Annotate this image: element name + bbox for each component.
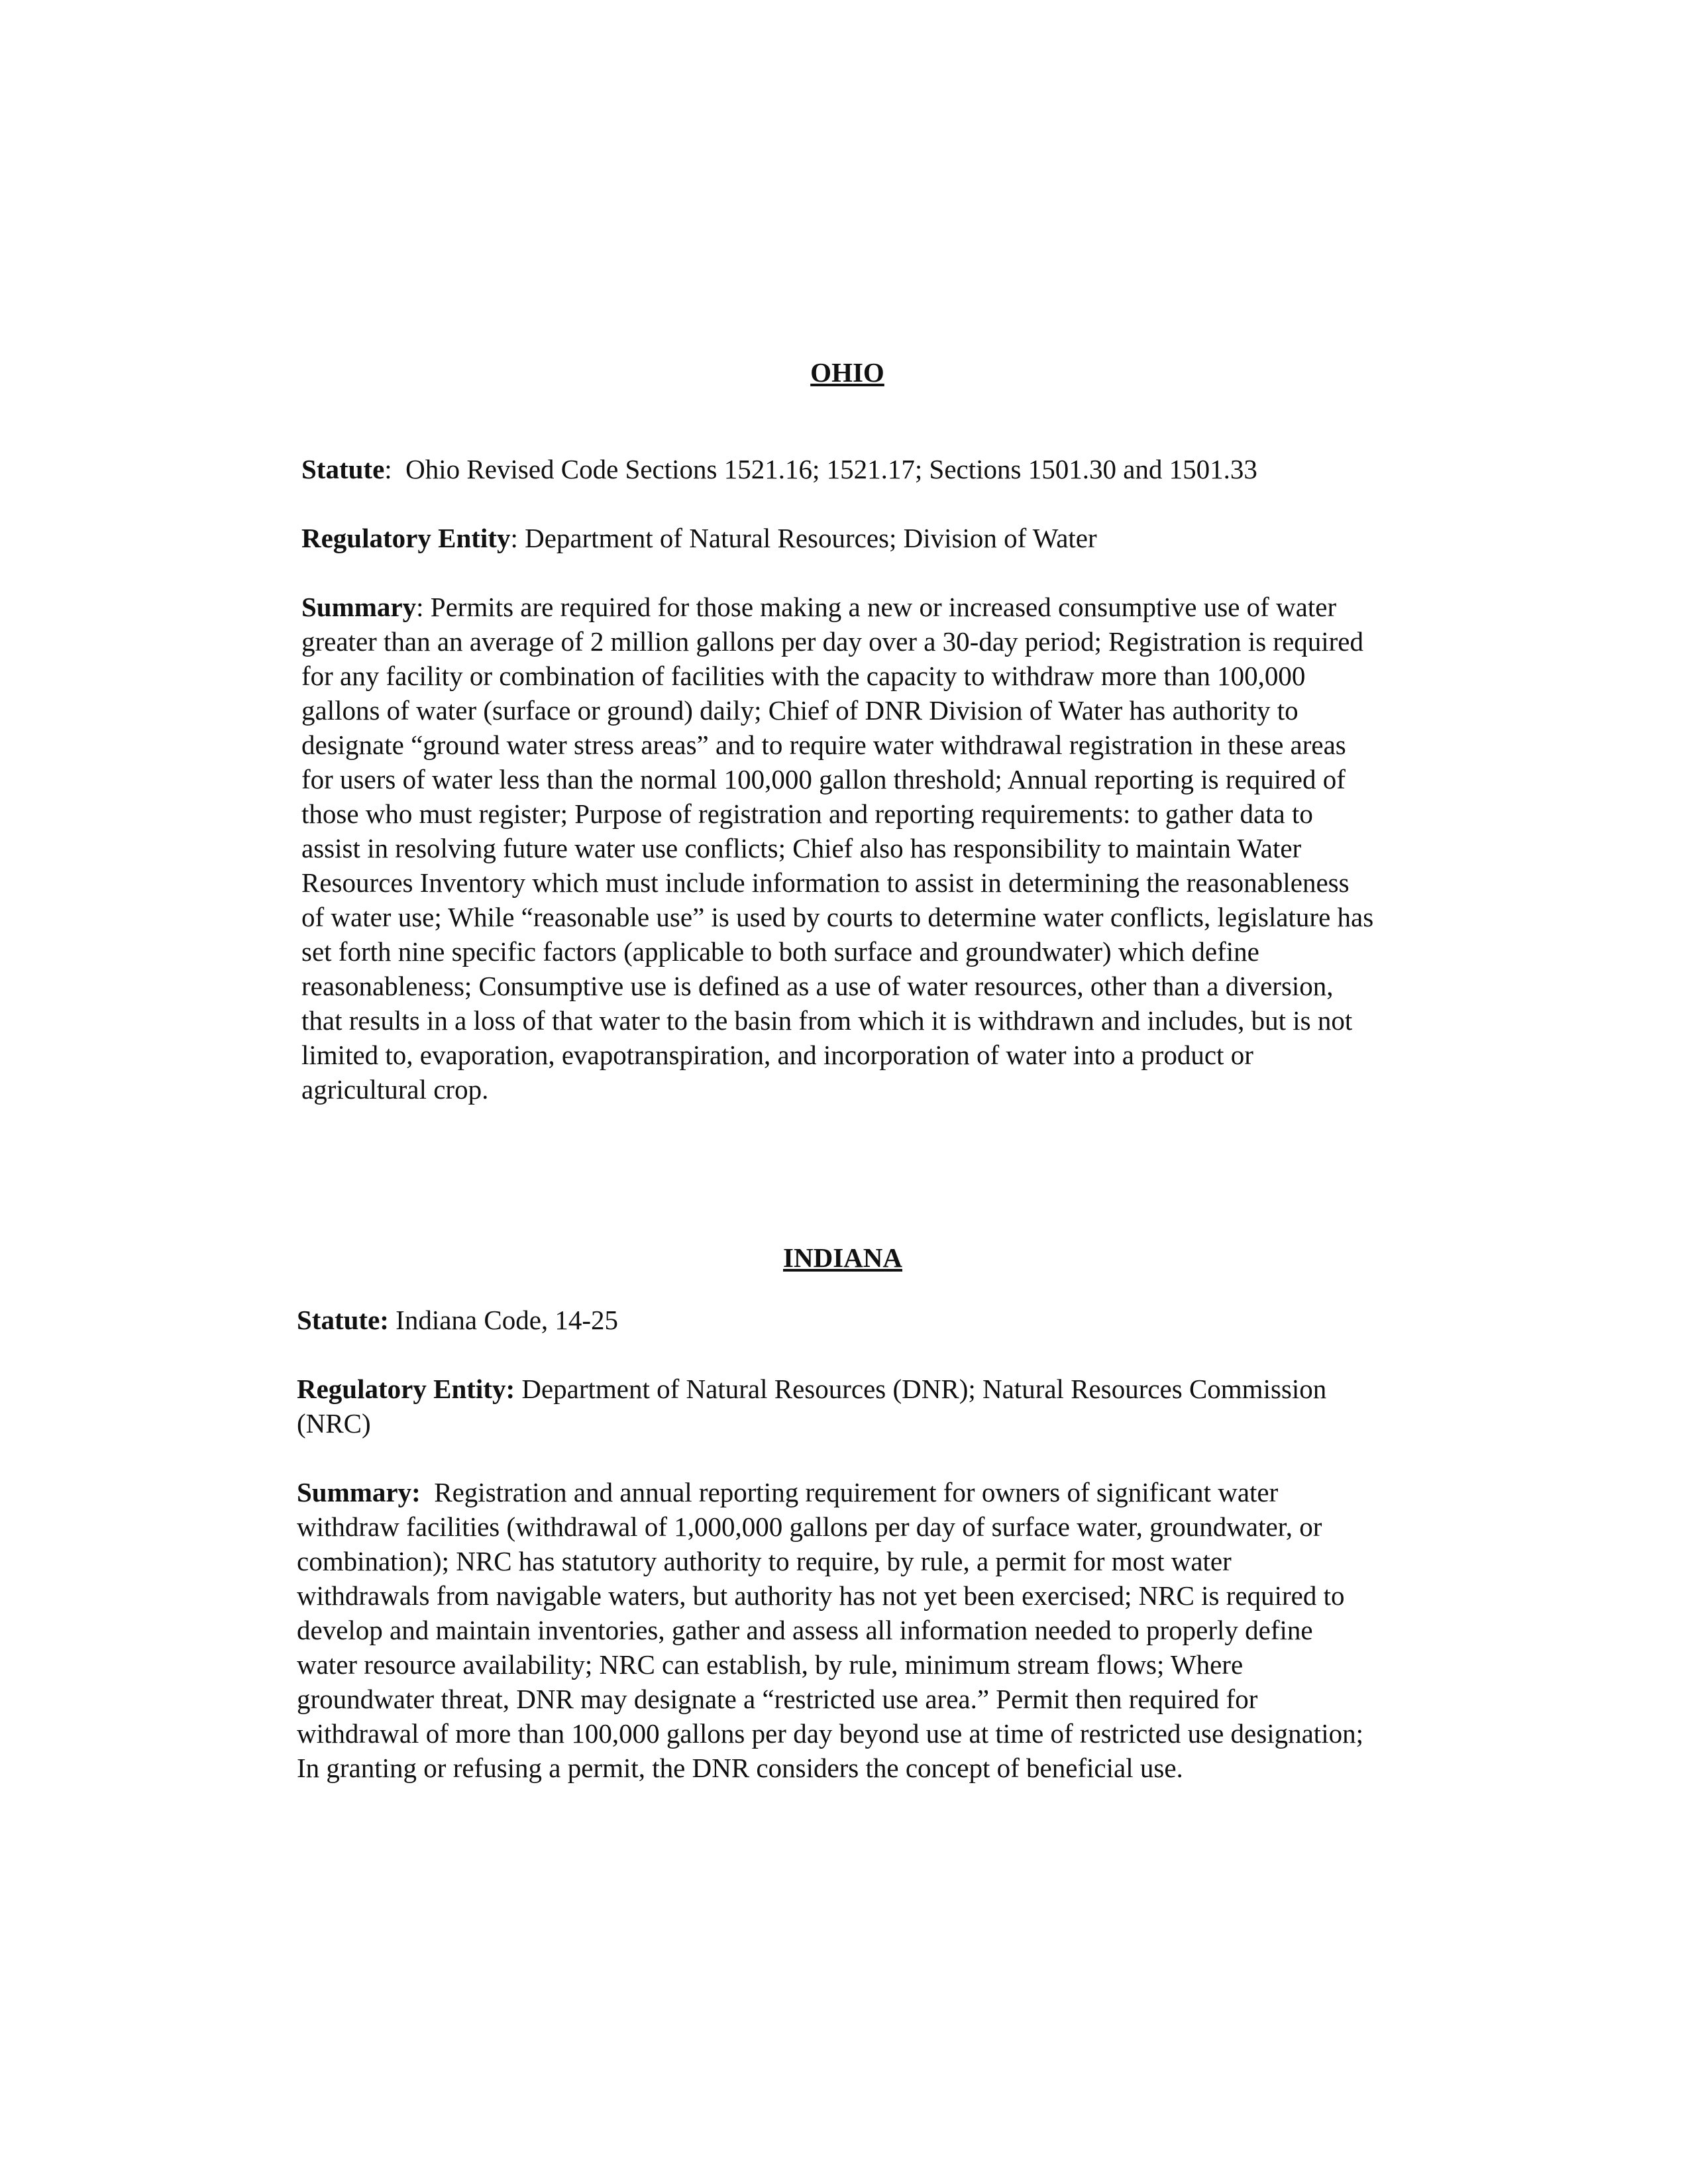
indiana-heading: INDIANA: [783, 1242, 902, 1273]
ohio-entity-label: Regulatory Entity: [301, 523, 511, 553]
ohio-heading: OHIO: [810, 357, 884, 388]
ohio-regulatory-entity: Regulatory Entity: Department of Natural Resources; Division of Water: [301, 523, 1097, 553]
indiana-statute-text: Indiana Code, 14-25: [396, 1305, 619, 1335]
indiana-summary-label: Summary:: [297, 1477, 421, 1507]
indiana-section: [297, 1240, 1370, 1785]
ohio-entity-text: Department of Natural Resources; Division of Water: [525, 523, 1097, 553]
indiana-summary: [297, 1475, 1370, 1785]
ohio-statute-text: Ohio Revised Code Sections 1521.16; 1521.17; Sections 1501.30 and 1501.33: [405, 454, 1257, 484]
indiana-regulatory-entity: [297, 1372, 1370, 1441]
ohio-statute: Statute: Ohio Revised Code Sections 1521.16; 1521.17; Sections 1501.30 and 1501.33: [301, 454, 1257, 484]
ohio-statute-label: Statute: [301, 454, 385, 484]
ohio-section: [301, 355, 1375, 1107]
ohio-summary-label: Summary: [301, 592, 417, 622]
ohio-summary-text: Permits are required for those making a new or increased consumptive use of water greater than an average of 2 million gallons per day over a 30-day period; Registration is required for any facility or combination of facilities with the capacity to withdraw more than 100,000 gallons of water (surface or ground) daily; Chief of DNR Division of Water has authority to designate “ground water stress areas” and to require water withdrawal registration in these areas for users of water less than the normal 100,000 gallon threshold; Annual reporting is required of those who must register; Purpose of registration and reporting requirements: to gather data to assist in resolving future water use conflicts; Chief also has responsibility to maintain Water Resources Inventory which must include information to assist in determining the reasonableness of water use; While “reasonable use” is used by courts to determine water conflicts, legislature has set forth nine specific factors (applicable to both surface and groundwater) which define reasonableness; Consumptive use is defined as a use of water resources, other than a diversion, that results in a loss of that water to the basin from which it is withdrawn and includes, but is not limited to, evaporation, evapotranspiration, and incorporation of water into a product or agricultural crop.: [301, 592, 1374, 1105]
indiana-entity-label: Regulatory Entity:: [297, 1374, 515, 1404]
indiana-entity-text: Department of Natural Resources (DNR); Natural Resources Commission (NRC): [297, 1374, 1327, 1439]
indiana-statute: [297, 1303, 1370, 1337]
indiana-summary-text: Registration and annual reporting requirement for owners of significant water withdraw facilities (withdrawal of 1,000,000 gallons per day of surface water, groundwater, or combination); NRC has statutory authority to require, by rule, a permit for most water withdrawals from navigable waters, but authority has not yet been exercised; NRC is required to develop and maintain inventories, gather and assess all information needed to properly define water resource availability; NRC can establish, by rule, minimum stream flows; Where groundwater threat, DNR may designate a “restricted use area.” Permit then required for withdrawal of more than 100,000 gallons per day beyond use at time of restricted use designation; In granting or refusing a permit, the DNR considers the concept of beneficial use.: [297, 1477, 1363, 1783]
ohio-summary: Summary: Permits are required for those making a new or increased consumptive use of water greater than an average of 2 million gallons per day over a 30-day period; Registration is required for any facility or combination of facilities with the capacity to withdraw more than 100,000 gallons of water (surface or ground) daily; Chief of DNR Division of Water has authority to designate “ground water stress areas” and to require water withdrawal registration in these areas for users of water less than the normal 100,000 gallon threshold; Annual reporting is required of those who must register; Purpose of registration and reporting requirements: to gather data to assist in resolving future water use conflicts; Chief also has responsibility to maintain Water Resources Inventory which must include information to assist in determining the reasonableness of water use; While “reasonable use” is used by courts to determine water conflicts, legislature has set forth nine specific factors (applicable to both surface and groundwater) which define reasonableness; Consumptive use is defined as a use of water resources, other than a diversion, that results in a loss of that water to the basin from which it is withdrawn and includes, but is not limited to, evaporation, evapotranspiration, and incorporation of water into a product or agricultural crop.: [301, 592, 1374, 1105]
indiana-statute-label: Statute:: [297, 1305, 389, 1335]
